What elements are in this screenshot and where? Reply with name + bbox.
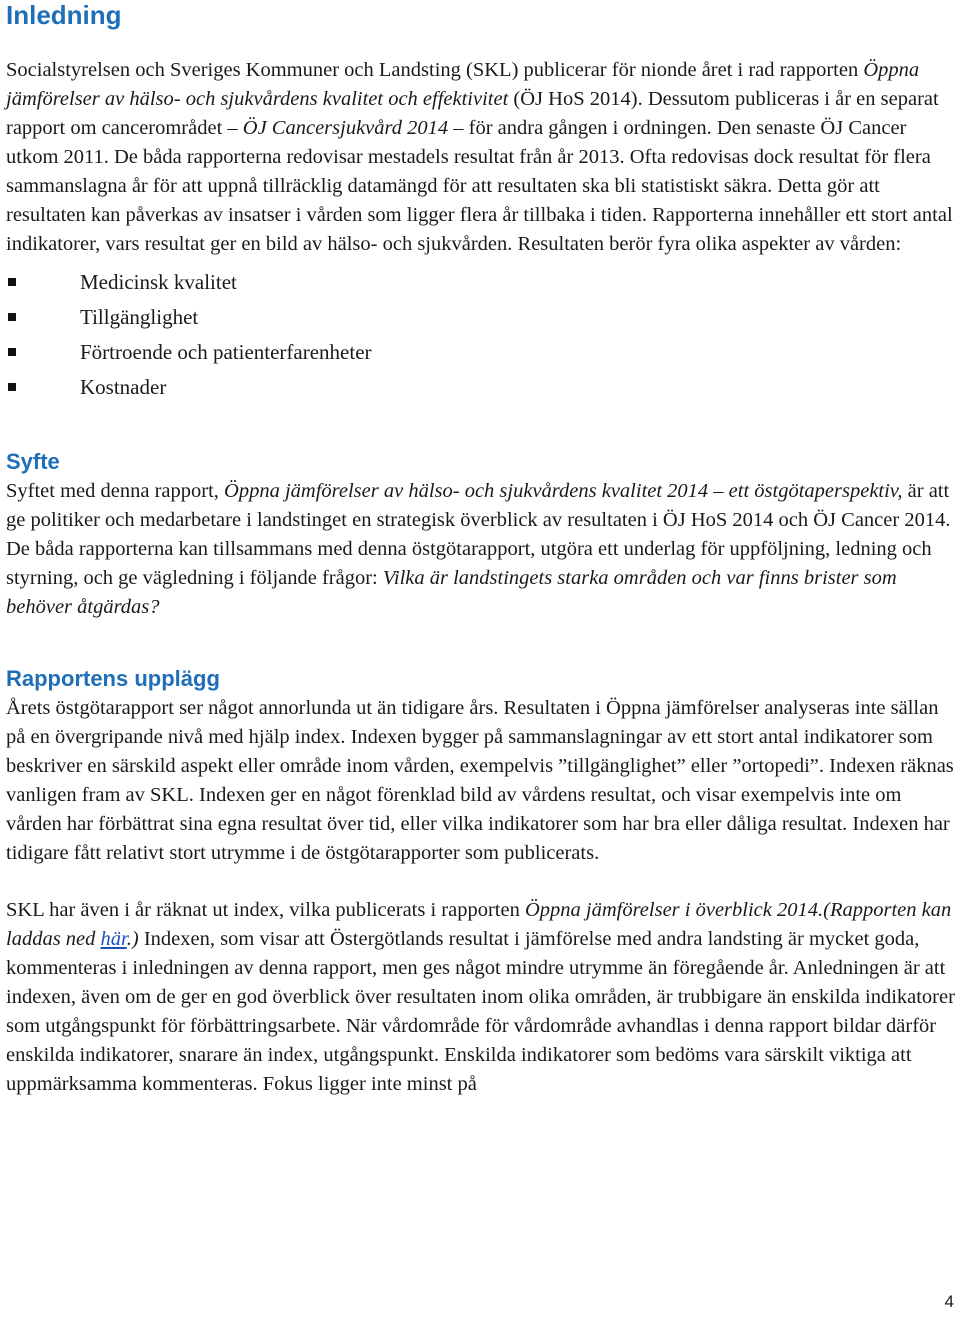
section-title-syfte: Syfte xyxy=(6,449,60,474)
syfte-paragraph xyxy=(6,477,956,622)
section-title-upplagg: Rapportens upplägg xyxy=(6,666,220,691)
bullet-square-icon xyxy=(8,348,16,356)
aspects-list xyxy=(6,265,956,405)
list-item: Medicinsk kvalitet xyxy=(6,265,956,300)
list-item: Kostnader xyxy=(6,370,956,405)
inledning-italic-2: ÖJ Cancersjukvård 2014 xyxy=(242,117,449,139)
document-page xyxy=(6,0,956,1099)
list-item: Förtroende och patienterfarenheter xyxy=(6,335,956,370)
upplagg-text-2: Indexen, som visar att Östergötlands resultat i jämförelse med andra landsting är mycket goda, kommenteras i inledningen av denna rapport, men ges något mindre utrymme än föregående år. Anledningen är att indexen, även om de ger en god överblick över resultaten inom olika områden, är trubbigare än enskilda indikatorer som utgångspunkt för förbättringsarbete. När vårdområde för vårdområde avhandlas i denna rapport bildar därför enskilda indikatorer, snarare än index, utgångspunkt. Enskilda indikatorer som bedöms vara särskilt viktiga att uppmärksamma kommenteras. Fokus ligger inte minst på xyxy=(6,928,955,1095)
upplagg-italic-2: .) xyxy=(126,928,139,950)
inledning-italic-1: Öppna jämförelser av hälso- och sjukvårdens kvalitet och effektivitet xyxy=(6,59,920,110)
syfte-text-2: är att ge politiker och medarbetare i landstinget en strategisk överblick av resultaten i ÖJ HoS 2014 och ÖJ Cancer 2014. De båda rapporterna kan tillsammans med denna östgötarapport, utgöra ett underlag för uppföljning, ledning och styrning, och ge vägledning i följande frågor: xyxy=(6,480,951,589)
page-number: 4 xyxy=(944,1292,954,1311)
bullet-square-icon xyxy=(8,383,16,391)
syfte-italic-1: Öppna jämförelser av hälso- och sjukvårdens kvalitet 2014 – ett östgötaperspektiv, xyxy=(224,480,903,502)
upplagg-paragraph-2 xyxy=(6,896,956,1099)
inledning-paragraph xyxy=(6,56,956,259)
download-link[interactable]: här xyxy=(100,928,127,950)
section-title-inledning: Inledning xyxy=(6,0,122,30)
syfte-text-1: Syftet med denna rapport, xyxy=(6,480,225,502)
upplagg-italic-1: Öppna jämförelser i överblick 2014.(Rapporten kan laddas ned xyxy=(6,899,952,950)
bullet-square-icon xyxy=(8,278,16,286)
upplagg-text-1: SKL har även i år räknat ut index, vilka publicerats i rapporten xyxy=(6,899,525,921)
syfte-italic-2: Vilka är landstingets starka områden och var finns brister som behöver åtgärdas? xyxy=(6,567,897,618)
upplagg-paragraph-1: Årets östgötarapport ser något annorlunda ut än tidigare års. Resultaten i Öppna jämförelser analyseras inte sällan på en övergripande nivå med hjälp index. Indexen bygger på sammanslagningar av ett stort antal indikatorer som beskriver en särskild aspekt eller område inom vården, exempelvis ”tillgänglighet” eller ”ortopedi”. Indexen räknas vanligen fram av SKL. Indexen ger en något förenklad bild av vårdens resultat, och visar exempelvis inte om vården har förbättrat sina egna resultat över tid, eller vilka indikatorer som har bra eller dåliga resultat. Indexen har tidigare fått relativt stort utrymme i de östgötarapporter som publicerats. xyxy=(6,697,954,864)
list-item: Tillgänglighet xyxy=(6,300,956,335)
inledning-text-1: Socialstyrelsen och Sveriges Kommuner och Landsting (SKL) publicerar för nionde året i rad rapporten xyxy=(6,59,864,81)
bullet-square-icon xyxy=(8,313,16,321)
inledning-text-2: (ÖJ HoS 2014). Dessutom publiceras i år en separat rapport om cancerområdet – xyxy=(6,88,939,139)
inledning-text-3: – för andra gången i ordningen. Den senaste ÖJ Cancer utkom 2011. De båda rapporterna redovisar mestadels resultat från år 2013. Ofta redovisas dock resultat för flera sammanslagna år för att uppnå tillräcklig datamängd för att resultaten ska bli statistiskt säkra. Detta gör att resultaten kan påverkas av insatser i vården som ligger flera år tillbaka i tiden. Rapporterna innehåller ett stort antal indikatorer, vars resultat ger en bild av hälso- och sjukvården. Resultaten berör fyra olika aspekter av vården: xyxy=(6,117,953,255)
